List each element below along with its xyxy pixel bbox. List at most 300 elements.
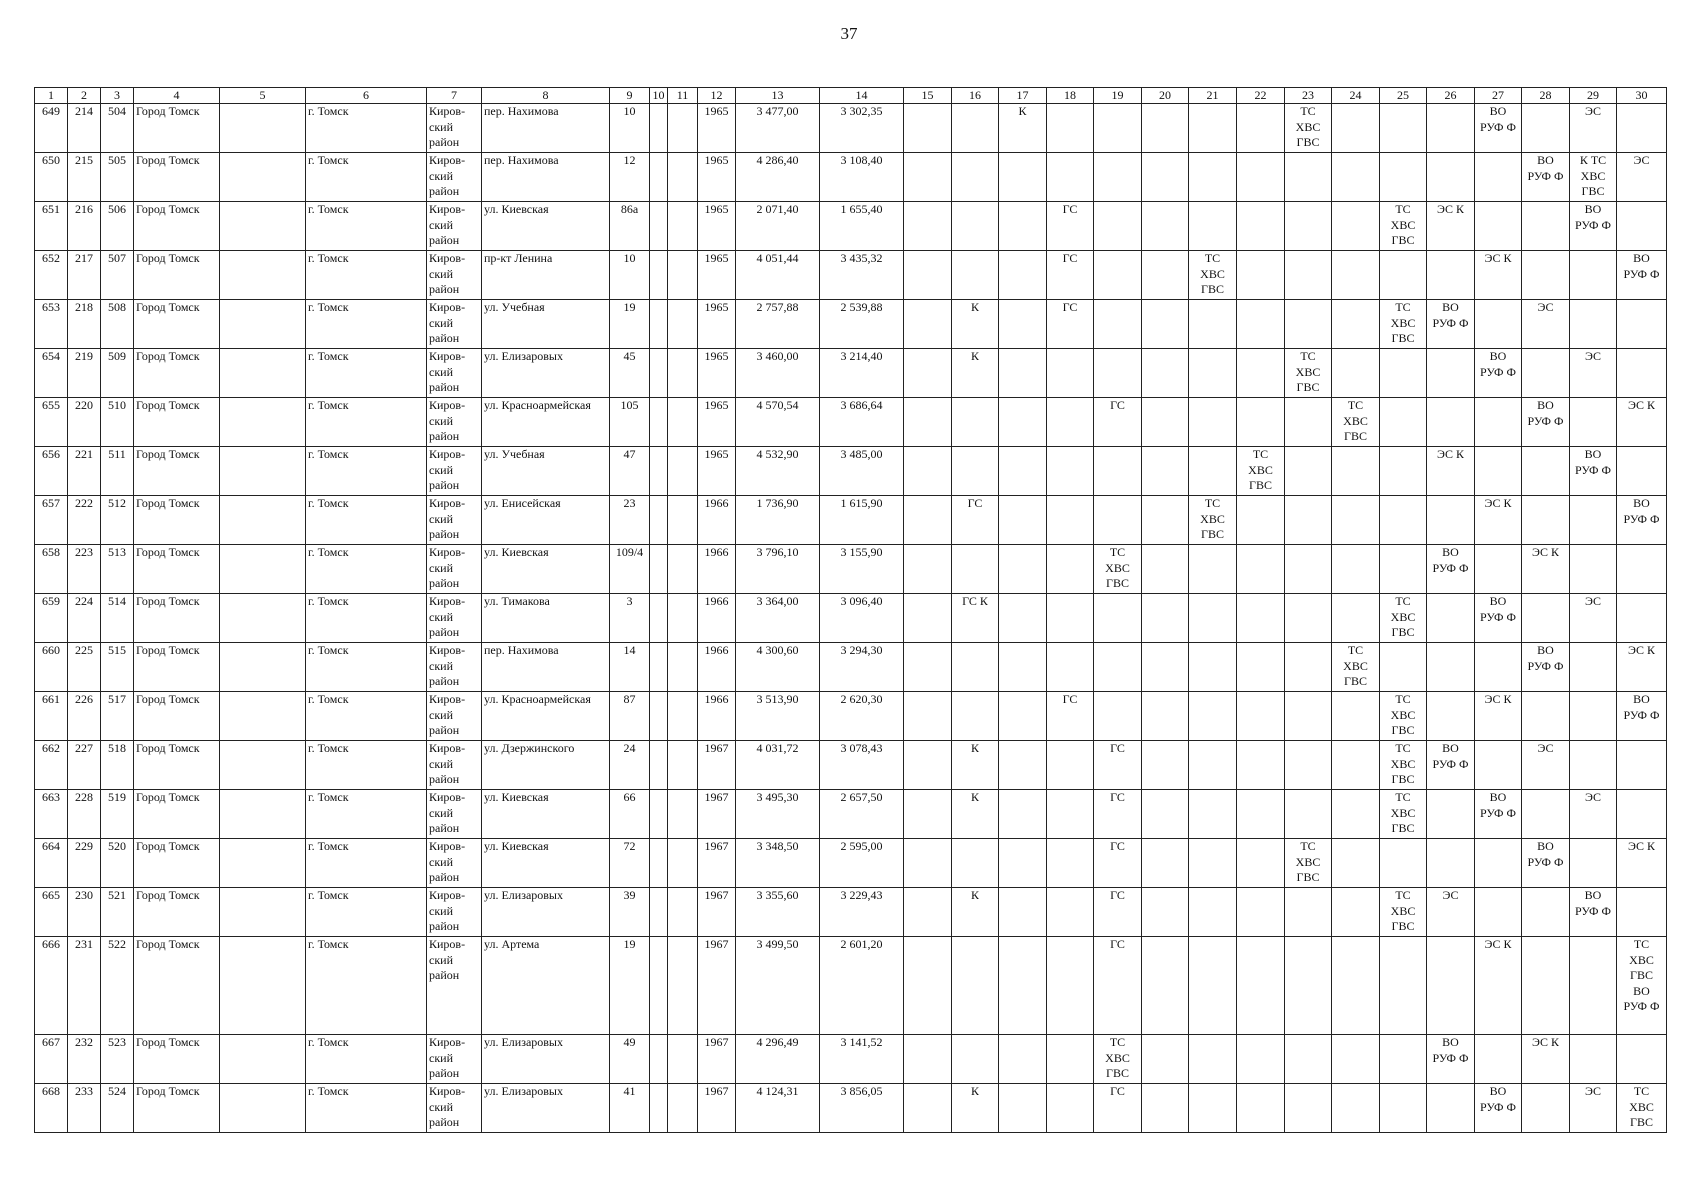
table-cell (904, 496, 952, 545)
table-cell: Город Томск (134, 398, 220, 447)
table-cell: 3 096,40 (820, 594, 904, 643)
table-cell (1427, 692, 1475, 741)
table-cell: Киров- ский район (427, 545, 482, 594)
table-cell (1047, 496, 1094, 545)
table-cell (650, 1035, 668, 1084)
table-cell (1189, 692, 1237, 741)
table-cell: 3 495,30 (736, 790, 820, 839)
table-cell (668, 643, 698, 692)
table-cell: 1965 (698, 300, 736, 349)
table-cell (1570, 398, 1617, 447)
table-cell: ЭС К (1617, 839, 1667, 888)
table-cell: ТС ХВС ГВС (1332, 398, 1380, 447)
table-cell: 4 051,44 (736, 251, 820, 300)
table-row (35, 104, 1667, 153)
table-cell: Киров- ский район (427, 790, 482, 839)
table-cell: ЭС (1570, 104, 1617, 153)
table-cell: ул. Елизаровых (482, 1035, 610, 1084)
table-cell (1332, 447, 1380, 496)
column-header: 13 (736, 88, 820, 104)
table-cell: ТС ХВС ГВС (1380, 692, 1427, 741)
table-cell: Город Томск (134, 594, 220, 643)
table-cell (668, 545, 698, 594)
table-cell (952, 545, 999, 594)
table-cell (650, 1084, 668, 1133)
table-cell (1047, 398, 1094, 447)
table-cell: ВО РУФ Ф (1522, 643, 1570, 692)
table-cell: 218 (68, 300, 101, 349)
table-cell (904, 300, 952, 349)
table-cell: Город Томск (134, 153, 220, 202)
table-cell: ЭС (1522, 300, 1570, 349)
table-cell: ВО РУФ Ф (1427, 545, 1475, 594)
table-cell (1285, 1084, 1332, 1133)
table-cell: 2 071,40 (736, 202, 820, 251)
table-row (35, 790, 1667, 839)
table-cell: 505 (101, 153, 134, 202)
table-cell: 223 (68, 545, 101, 594)
table-cell (1189, 741, 1237, 790)
table-cell (1522, 1084, 1570, 1133)
table-cell (1380, 398, 1427, 447)
table-cell (220, 1035, 306, 1084)
table-cell: 509 (101, 349, 134, 398)
table-cell (1237, 1035, 1285, 1084)
column-header: 16 (952, 88, 999, 104)
table-cell: ул. Красноармейская (482, 398, 610, 447)
table-cell (220, 251, 306, 300)
table-cell (999, 1084, 1047, 1133)
table-cell (1189, 398, 1237, 447)
table-cell: Киров- ский район (427, 643, 482, 692)
table-cell: 3 141,52 (820, 1035, 904, 1084)
table-cell (999, 447, 1047, 496)
table-cell: 3 155,90 (820, 545, 904, 594)
column-header: 22 (1237, 88, 1285, 104)
table-cell (1142, 790, 1189, 839)
table-cell (999, 790, 1047, 839)
table-cell (1142, 104, 1189, 153)
table-cell: 1966 (698, 496, 736, 545)
table-cell: 2 595,00 (820, 839, 904, 888)
table-cell (1047, 1035, 1094, 1084)
column-header: 10 (650, 88, 668, 104)
table-cell: Киров- ский район (427, 839, 482, 888)
table-cell: 523 (101, 1035, 134, 1084)
table-cell: 667 (35, 1035, 68, 1084)
column-header: 3 (101, 88, 134, 104)
table-cell: ТС ХВС ГВС ВО РУФ Ф (1617, 937, 1667, 1035)
table-cell: К (952, 349, 999, 398)
table-cell (1189, 447, 1237, 496)
column-header: 1 (35, 88, 68, 104)
table-cell: ГС (1094, 839, 1142, 888)
table-cell: ТС ХВС ГВС (1380, 594, 1427, 643)
table-cell: ТС ХВС ГВС (1285, 104, 1332, 153)
table-row (35, 251, 1667, 300)
table-cell (1094, 153, 1142, 202)
table-cell (1380, 545, 1427, 594)
table-cell: 49 (610, 1035, 650, 1084)
table-cell: 512 (101, 496, 134, 545)
table-cell: ЭС К (1427, 202, 1475, 251)
table-cell: г. Томск (306, 741, 427, 790)
table-cell (999, 202, 1047, 251)
table-cell (1522, 790, 1570, 839)
table-cell: 3 485,00 (820, 447, 904, 496)
table-cell: ТС ХВС ГВС (1189, 496, 1237, 545)
table-cell: 3 856,05 (820, 1084, 904, 1133)
table-cell: 657 (35, 496, 68, 545)
table-cell (904, 153, 952, 202)
table-cell (668, 1084, 698, 1133)
table-cell (1047, 937, 1094, 1035)
table-row (35, 447, 1667, 496)
table-cell (1094, 594, 1142, 643)
table-cell (1617, 594, 1667, 643)
table-cell (999, 888, 1047, 937)
table-cell (1475, 888, 1522, 937)
table-cell: 1967 (698, 790, 736, 839)
table-cell (1285, 545, 1332, 594)
table-cell: 662 (35, 741, 68, 790)
table-cell: ул. Киевская (482, 839, 610, 888)
table-cell (1332, 839, 1380, 888)
table-cell (999, 398, 1047, 447)
table-cell: 1966 (698, 594, 736, 643)
table-cell (1142, 202, 1189, 251)
table-cell (952, 251, 999, 300)
table-cell (1617, 300, 1667, 349)
table-cell: ГС (1047, 300, 1094, 349)
table-cell (1285, 447, 1332, 496)
table-cell (1094, 202, 1142, 251)
table-cell (1427, 104, 1475, 153)
table-cell: 229 (68, 839, 101, 888)
table-cell: ВО РУФ Ф (1475, 594, 1522, 643)
table-cell: 1965 (698, 349, 736, 398)
table-cell: 214 (68, 104, 101, 153)
table-cell (1189, 1084, 1237, 1133)
table-cell (668, 104, 698, 153)
table-cell: 1965 (698, 104, 736, 153)
table-cell (1047, 839, 1094, 888)
table-cell (1189, 937, 1237, 1035)
table-cell: 655 (35, 398, 68, 447)
table-cell (1047, 643, 1094, 692)
table-cell (1237, 545, 1285, 594)
table-cell: 4 570,54 (736, 398, 820, 447)
table-cell: 661 (35, 692, 68, 741)
table-cell (1237, 1084, 1285, 1133)
table-cell: Киров- ский район (427, 594, 482, 643)
table-cell: ЭС (1570, 594, 1617, 643)
table-cell: 221 (68, 447, 101, 496)
table-cell (952, 1035, 999, 1084)
column-header: 2 (68, 88, 101, 104)
table-cell: 4 124,31 (736, 1084, 820, 1133)
table-cell: ВО РУФ Ф (1475, 790, 1522, 839)
table-cell: ВО РУФ Ф (1570, 888, 1617, 937)
table-cell: ТС ХВС ГВС (1189, 251, 1237, 300)
table-cell (1380, 153, 1427, 202)
table-cell (1427, 349, 1475, 398)
column-header: 29 (1570, 88, 1617, 104)
table-cell (1570, 741, 1617, 790)
table-cell (952, 447, 999, 496)
table-cell: ЭС К (1617, 643, 1667, 692)
table-cell (1570, 692, 1617, 741)
table-cell (1047, 594, 1094, 643)
table-cell: 72 (610, 839, 650, 888)
table-cell (1142, 496, 1189, 545)
table-cell: 23 (610, 496, 650, 545)
table-cell (1570, 839, 1617, 888)
table-cell (1522, 496, 1570, 545)
table-cell (1285, 300, 1332, 349)
table-cell: 3 (610, 594, 650, 643)
table-cell (1570, 496, 1617, 545)
table-cell (952, 202, 999, 251)
table-cell: 1965 (698, 251, 736, 300)
table-cell: 1965 (698, 398, 736, 447)
table-cell: 225 (68, 643, 101, 692)
table-cell: 1967 (698, 1084, 736, 1133)
table-cell: 3 355,60 (736, 888, 820, 937)
table-cell: ТС ХВС ГВС (1380, 790, 1427, 839)
table-cell (1237, 349, 1285, 398)
table-cell (904, 692, 952, 741)
table-cell: ТС ХВС ГВС (1094, 545, 1142, 594)
table-cell (999, 153, 1047, 202)
table-cell (668, 839, 698, 888)
table-cell (1427, 1084, 1475, 1133)
table-cell: 10 (610, 251, 650, 300)
table-cell (220, 349, 306, 398)
table-cell (1475, 741, 1522, 790)
table-row (35, 1084, 1667, 1133)
table-cell: г. Томск (306, 692, 427, 741)
table-cell (1142, 1035, 1189, 1084)
table-cell (1380, 1084, 1427, 1133)
table-cell: пер. Нахимова (482, 104, 610, 153)
table-cell (1189, 153, 1237, 202)
table-cell: ВО РУФ Ф (1475, 349, 1522, 398)
table-cell: ВО РУФ Ф (1427, 300, 1475, 349)
table-cell: 658 (35, 545, 68, 594)
table-cell (1427, 937, 1475, 1035)
table-row (35, 398, 1667, 447)
table-cell: ВО РУФ Ф (1617, 692, 1667, 741)
table-cell: Киров- ский район (427, 692, 482, 741)
table-cell: 3 796,10 (736, 545, 820, 594)
table-cell: ВО РУФ Ф (1522, 153, 1570, 202)
table-cell: ул. Киевская (482, 790, 610, 839)
table-row (35, 496, 1667, 545)
table-cell: г. Томск (306, 349, 427, 398)
table-cell (668, 888, 698, 937)
table-cell: ГС (1094, 1084, 1142, 1133)
table-cell: 4 532,90 (736, 447, 820, 496)
table-cell (668, 300, 698, 349)
registry-table (34, 87, 1667, 1133)
table-cell (1522, 251, 1570, 300)
table-cell: г. Томск (306, 545, 427, 594)
table-cell: 3 302,35 (820, 104, 904, 153)
table-cell (1047, 349, 1094, 398)
table-cell (668, 937, 698, 1035)
table-cell (999, 594, 1047, 643)
table-cell: ЭС (1570, 349, 1617, 398)
table-cell: 1967 (698, 937, 736, 1035)
table-cell: 109/4 (610, 545, 650, 594)
table-cell (999, 349, 1047, 398)
table-cell (1380, 251, 1427, 300)
table-cell: Город Томск (134, 202, 220, 251)
table-cell: 660 (35, 643, 68, 692)
table-cell: 3 294,30 (820, 643, 904, 692)
table-cell (1237, 104, 1285, 153)
column-header: 9 (610, 88, 650, 104)
table-cell (1285, 888, 1332, 937)
table-cell (650, 153, 668, 202)
table-cell (1142, 594, 1189, 643)
table-cell: ТС ХВС ГВС (1285, 349, 1332, 398)
table-cell: 105 (610, 398, 650, 447)
table-cell (1142, 300, 1189, 349)
table-cell: Город Томск (134, 1084, 220, 1133)
table-cell (1332, 104, 1380, 153)
table-cell (1380, 104, 1427, 153)
table-cell: Киров- ский район (427, 741, 482, 790)
table-cell (668, 349, 698, 398)
table-cell: 12 (610, 153, 650, 202)
table-cell (999, 839, 1047, 888)
table-cell: Киров- ский район (427, 937, 482, 1035)
column-header: 21 (1189, 88, 1237, 104)
table-cell (1332, 937, 1380, 1035)
table-cell: г. Томск (306, 1035, 427, 1084)
table-cell: ЭС К (1522, 1035, 1570, 1084)
table-cell (668, 594, 698, 643)
table-cell (220, 153, 306, 202)
column-header: 24 (1332, 88, 1380, 104)
table-cell: ул. Учебная (482, 300, 610, 349)
table-cell: ТС ХВС ГВС (1094, 1035, 1142, 1084)
table-cell: 521 (101, 888, 134, 937)
column-header: 4 (134, 88, 220, 104)
table-cell: Город Томск (134, 104, 220, 153)
column-header: 6 (306, 88, 427, 104)
table-cell (1332, 153, 1380, 202)
table-cell: ВО РУФ Ф (1522, 398, 1570, 447)
table-cell (1094, 643, 1142, 692)
table-cell (668, 447, 698, 496)
table-cell (1427, 496, 1475, 545)
table-cell: ГС (1047, 251, 1094, 300)
table-cell (999, 496, 1047, 545)
table-cell (904, 839, 952, 888)
table-row (35, 153, 1667, 202)
table-cell: Город Томск (134, 937, 220, 1035)
table-cell (1427, 153, 1475, 202)
table-cell (668, 153, 698, 202)
table-cell (650, 888, 668, 937)
table-cell: 513 (101, 545, 134, 594)
table-cell (1285, 692, 1332, 741)
table-cell (1237, 594, 1285, 643)
table-cell: Город Томск (134, 496, 220, 545)
table-cell (952, 839, 999, 888)
table-cell (1617, 349, 1667, 398)
table-cell (1380, 349, 1427, 398)
table-cell (904, 1084, 952, 1133)
table-cell (1332, 692, 1380, 741)
table-cell: Город Томск (134, 300, 220, 349)
table-cell: Киров- ский район (427, 153, 482, 202)
table-cell (999, 643, 1047, 692)
table-cell (220, 496, 306, 545)
table-cell (650, 496, 668, 545)
table-cell: 45 (610, 349, 650, 398)
table-cell (1047, 790, 1094, 839)
table-cell (1094, 496, 1142, 545)
table-cell: 228 (68, 790, 101, 839)
table-cell (904, 888, 952, 937)
column-header: 26 (1427, 88, 1475, 104)
table-cell: К ТС ХВС ГВС (1570, 153, 1617, 202)
table-cell: 2 757,88 (736, 300, 820, 349)
table-cell: 507 (101, 251, 134, 300)
table-cell: 508 (101, 300, 134, 349)
table-cell: 3 078,43 (820, 741, 904, 790)
table-cell (1427, 594, 1475, 643)
table-cell: ЭС (1522, 741, 1570, 790)
table-cell: Город Томск (134, 692, 220, 741)
table-cell (1142, 937, 1189, 1035)
table-cell (999, 1035, 1047, 1084)
table-row (35, 888, 1667, 937)
column-header: 20 (1142, 88, 1189, 104)
table-cell (220, 692, 306, 741)
table-row (35, 300, 1667, 349)
table-cell (1094, 447, 1142, 496)
table-cell: ВО РУФ Ф (1617, 251, 1667, 300)
table-cell: пр-кт Ленина (482, 251, 610, 300)
table-cell (952, 643, 999, 692)
table-cell (1237, 496, 1285, 545)
table-cell: 14 (610, 643, 650, 692)
table-cell: 10 (610, 104, 650, 153)
table-cell: 1965 (698, 153, 736, 202)
table-cell (650, 643, 668, 692)
table-cell: 2 657,50 (820, 790, 904, 839)
table-cell (904, 741, 952, 790)
table-cell: 524 (101, 1084, 134, 1133)
table-cell: ул. Тимакова (482, 594, 610, 643)
table-cell: ул. Дзержинского (482, 741, 610, 790)
table-cell: ГС (1047, 692, 1094, 741)
table-cell: Киров- ский район (427, 349, 482, 398)
table-cell: 1966 (698, 545, 736, 594)
table-cell: 87 (610, 692, 650, 741)
table-cell: 659 (35, 594, 68, 643)
table-cell (1427, 643, 1475, 692)
table-cell (668, 251, 698, 300)
table-cell (1142, 741, 1189, 790)
table-cell (1237, 741, 1285, 790)
table-cell: Город Томск (134, 643, 220, 692)
